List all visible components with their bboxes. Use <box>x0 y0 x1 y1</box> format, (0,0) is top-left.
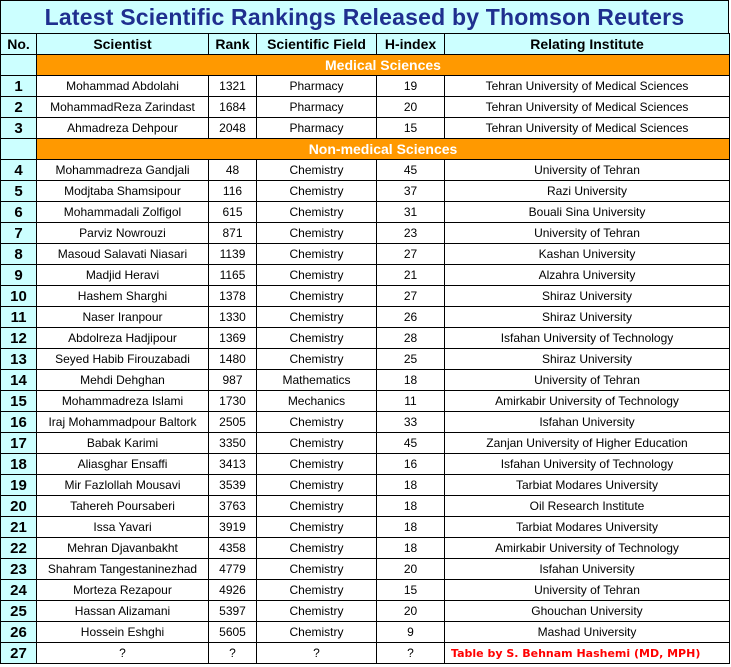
row-field: Chemistry <box>257 559 377 580</box>
header-row <box>1 34 730 55</box>
row-no: 15 <box>1 391 37 412</box>
row-hindex: 33 <box>377 412 445 433</box>
table-row <box>1 286 730 307</box>
row-institute: Ghouchan University <box>445 601 730 622</box>
row-scientist: Morteza Rezapour <box>37 580 209 601</box>
row-hindex: 18 <box>377 517 445 538</box>
row-rank: 987 <box>209 370 257 391</box>
row-field: ? <box>257 643 377 664</box>
table-row <box>1 580 730 601</box>
row-rank: 3919 <box>209 517 257 538</box>
section-row-medical <box>1 55 730 76</box>
row-hindex: 23 <box>377 223 445 244</box>
row-field: Chemistry <box>257 349 377 370</box>
row-no: 16 <box>1 412 37 433</box>
row-hindex: 26 <box>377 307 445 328</box>
page-title: Latest Scientific Rankings Released by Thomson Reuters <box>0 0 729 33</box>
row-rank: 2048 <box>209 118 257 139</box>
row-no: 2 <box>1 97 37 118</box>
row-rank: 116 <box>209 181 257 202</box>
row-rank: 4926 <box>209 580 257 601</box>
row-scientist: Mohammadreza Islami <box>37 391 209 412</box>
row-institute: Bouali Sina University <box>445 202 730 223</box>
table-row <box>1 475 730 496</box>
row-scientist: Parviz Nowrouzi <box>37 223 209 244</box>
header-rank: Rank <box>209 34 257 55</box>
row-hindex: 31 <box>377 202 445 223</box>
header-scientist: Scientist <box>37 34 209 55</box>
row-scientist: Mohammadreza Gandjali <box>37 160 209 181</box>
row-scientist: Hashem Sharghi <box>37 286 209 307</box>
row-hindex: 27 <box>377 244 445 265</box>
row-field: Chemistry <box>257 517 377 538</box>
row-rank: 2505 <box>209 412 257 433</box>
row-scientist: Mir Fazlollah Mousavi <box>37 475 209 496</box>
row-institute: Razi University <box>445 181 730 202</box>
row-no: 1 <box>1 76 37 97</box>
row-rank: 615 <box>209 202 257 223</box>
row-scientist: Hassan Alizamani <box>37 601 209 622</box>
row-no: 4 <box>1 160 37 181</box>
row-field: Chemistry <box>257 181 377 202</box>
row-no: 5 <box>1 181 37 202</box>
row-field: Mechanics <box>257 391 377 412</box>
row-hindex: 28 <box>377 328 445 349</box>
row-hindex: 20 <box>377 97 445 118</box>
row-scientist: Ahmadreza Dehpour <box>37 118 209 139</box>
table-row <box>1 391 730 412</box>
section-label-medical: Medical Sciences <box>37 55 730 76</box>
row-scientist: Aliasghar Ensaffi <box>37 454 209 475</box>
row-field: Pharmacy <box>257 76 377 97</box>
row-no: 24 <box>1 580 37 601</box>
row-hindex: 45 <box>377 433 445 454</box>
row-no: 25 <box>1 601 37 622</box>
row-no: 20 <box>1 496 37 517</box>
row-scientist: Masoud Salavati Niasari <box>37 244 209 265</box>
row-institute: Oil Research Institute <box>445 496 730 517</box>
row-hindex: 11 <box>377 391 445 412</box>
row-rank: 4779 <box>209 559 257 580</box>
row-institute: Amirkabir University of Technology <box>445 391 730 412</box>
table-row <box>1 97 730 118</box>
row-hindex: 45 <box>377 160 445 181</box>
row-rank: 871 <box>209 223 257 244</box>
row-scientist: Abdolreza Hadjipour <box>37 328 209 349</box>
row-hindex: 27 <box>377 286 445 307</box>
row-field: Pharmacy <box>257 118 377 139</box>
row-hindex: 18 <box>377 475 445 496</box>
rankings-table <box>0 33 730 664</box>
row-scientist: Iraj Mohammadpour Baltork <box>37 412 209 433</box>
row-hindex: ? <box>377 643 445 664</box>
row-institute: Tehran University of Medical Sciences <box>445 97 730 118</box>
table-row <box>1 244 730 265</box>
table-row <box>1 307 730 328</box>
row-field: Chemistry <box>257 202 377 223</box>
row-rank: 1684 <box>209 97 257 118</box>
row-field: Chemistry <box>257 265 377 286</box>
row-rank: 5397 <box>209 601 257 622</box>
credit-note: Table by S. Behnam Hashemi (MD, MPH) <box>445 643 730 664</box>
row-field: Chemistry <box>257 601 377 622</box>
row-scientist: Mohammadali Zolfigol <box>37 202 209 223</box>
row-scientist: ? <box>37 643 209 664</box>
row-no: 8 <box>1 244 37 265</box>
table-row <box>1 118 730 139</box>
table-row <box>1 454 730 475</box>
row-scientist: Babak Karimi <box>37 433 209 454</box>
section-spacer <box>1 55 37 76</box>
row-field: Chemistry <box>257 412 377 433</box>
table-row <box>1 517 730 538</box>
table-row <box>1 370 730 391</box>
row-institute: Isfahan University <box>445 559 730 580</box>
row-no: 19 <box>1 475 37 496</box>
row-hindex: 25 <box>377 349 445 370</box>
row-scientist: Madjid Heravi <box>37 265 209 286</box>
row-scientist: Seyed Habib Firouzabadi <box>37 349 209 370</box>
row-hindex: 9 <box>377 622 445 643</box>
table-row <box>1 433 730 454</box>
table-row <box>1 622 730 643</box>
row-scientist: Shahram Tangestaninezhad <box>37 559 209 580</box>
row-field: Chemistry <box>257 433 377 454</box>
row-institute: Mashad University <box>445 622 730 643</box>
row-institute: Kashan University <box>445 244 730 265</box>
row-no: 23 <box>1 559 37 580</box>
row-scientist: Issa Yavari <box>37 517 209 538</box>
row-field: Chemistry <box>257 496 377 517</box>
row-rank: ? <box>209 643 257 664</box>
row-no: 7 <box>1 223 37 244</box>
row-institute: University of Tehran <box>445 223 730 244</box>
row-scientist: Modjtaba Shamsipour <box>37 181 209 202</box>
table-row <box>1 202 730 223</box>
table-row <box>1 265 730 286</box>
row-hindex: 20 <box>377 601 445 622</box>
header-institute: Relating Institute <box>445 34 730 55</box>
section-label-nonmedical: Non-medical Sciences <box>37 139 730 160</box>
row-scientist: Naser Iranpour <box>37 307 209 328</box>
row-institute: Isfahan University of Technology <box>445 454 730 475</box>
row-hindex: 15 <box>377 118 445 139</box>
row-no: 9 <box>1 265 37 286</box>
row-field: Chemistry <box>257 307 377 328</box>
table-row <box>1 412 730 433</box>
row-scientist: Mohammad Abdolahi <box>37 76 209 97</box>
row-scientist: Hossein Eshghi <box>37 622 209 643</box>
row-rank: 1330 <box>209 307 257 328</box>
row-scientist: Tahereh Poursaberi <box>37 496 209 517</box>
row-rank: 1165 <box>209 265 257 286</box>
row-institute: Shiraz University <box>445 307 730 328</box>
row-field: Chemistry <box>257 538 377 559</box>
table-row <box>1 223 730 244</box>
row-institute: Tarbiat Modares University <box>445 517 730 538</box>
row-hindex: 20 <box>377 559 445 580</box>
row-no: 3 <box>1 118 37 139</box>
row-field: Chemistry <box>257 475 377 496</box>
row-no: 12 <box>1 328 37 349</box>
row-rank: 3539 <box>209 475 257 496</box>
row-no: 18 <box>1 454 37 475</box>
table-row <box>1 181 730 202</box>
row-rank: 1480 <box>209 349 257 370</box>
row-institute: Tehran University of Medical Sciences <box>445 76 730 97</box>
table-row <box>1 559 730 580</box>
row-rank: 48 <box>209 160 257 181</box>
table-row <box>1 349 730 370</box>
row-rank: 1139 <box>209 244 257 265</box>
row-rank: 1321 <box>209 76 257 97</box>
row-no: 27 <box>1 643 37 664</box>
row-no: 26 <box>1 622 37 643</box>
row-no: 22 <box>1 538 37 559</box>
row-institute: University of Tehran <box>445 580 730 601</box>
row-no: 6 <box>1 202 37 223</box>
row-institute: Shiraz University <box>445 349 730 370</box>
row-institute: University of Tehran <box>445 370 730 391</box>
row-hindex: 18 <box>377 496 445 517</box>
row-institute: Tarbiat Modares University <box>445 475 730 496</box>
row-rank: 3763 <box>209 496 257 517</box>
row-hindex: 18 <box>377 538 445 559</box>
row-rank: 1369 <box>209 328 257 349</box>
row-rank: 1730 <box>209 391 257 412</box>
row-scientist: Mehran Djavanbakht <box>37 538 209 559</box>
row-field: Chemistry <box>257 454 377 475</box>
header-hindex: H-index <box>377 34 445 55</box>
row-institute: Amirkabir University of Technology <box>445 538 730 559</box>
row-institute: University of Tehran <box>445 160 730 181</box>
table-row <box>1 328 730 349</box>
row-rank: 5605 <box>209 622 257 643</box>
row-hindex: 37 <box>377 181 445 202</box>
row-no: 21 <box>1 517 37 538</box>
row-scientist: MohammadReza Zarindast <box>37 97 209 118</box>
row-no: 10 <box>1 286 37 307</box>
row-field: Mathematics <box>257 370 377 391</box>
row-field: Chemistry <box>257 223 377 244</box>
table-row <box>1 496 730 517</box>
row-institute: Isfahan University of Technology <box>445 328 730 349</box>
section-spacer <box>1 139 37 160</box>
row-field: Chemistry <box>257 622 377 643</box>
row-rank: 1378 <box>209 286 257 307</box>
section-row-nonmedical <box>1 139 730 160</box>
row-institute: Alzahra University <box>445 265 730 286</box>
header-no: No. <box>1 34 37 55</box>
row-no: 11 <box>1 307 37 328</box>
row-hindex: 16 <box>377 454 445 475</box>
row-institute: Tehran University of Medical Sciences <box>445 118 730 139</box>
table-row-last <box>1 643 730 664</box>
row-scientist: Mehdi Dehghan <box>37 370 209 391</box>
table-row <box>1 601 730 622</box>
row-rank: 4358 <box>209 538 257 559</box>
header-field: Scientific Field <box>257 34 377 55</box>
row-field: Chemistry <box>257 160 377 181</box>
row-field: Chemistry <box>257 244 377 265</box>
row-hindex: 15 <box>377 580 445 601</box>
row-institute: Isfahan University <box>445 412 730 433</box>
row-rank: 3413 <box>209 454 257 475</box>
row-rank: 3350 <box>209 433 257 454</box>
row-no: 14 <box>1 370 37 391</box>
table-row <box>1 160 730 181</box>
row-hindex: 21 <box>377 265 445 286</box>
row-field: Pharmacy <box>257 97 377 118</box>
row-field: Chemistry <box>257 286 377 307</box>
row-institute: Zanjan University of Higher Education <box>445 433 730 454</box>
row-no: 17 <box>1 433 37 454</box>
table-row <box>1 76 730 97</box>
row-hindex: 18 <box>377 370 445 391</box>
row-field: Chemistry <box>257 580 377 601</box>
row-no: 13 <box>1 349 37 370</box>
row-field: Chemistry <box>257 328 377 349</box>
row-institute: Shiraz University <box>445 286 730 307</box>
table-row <box>1 538 730 559</box>
row-hindex: 19 <box>377 76 445 97</box>
